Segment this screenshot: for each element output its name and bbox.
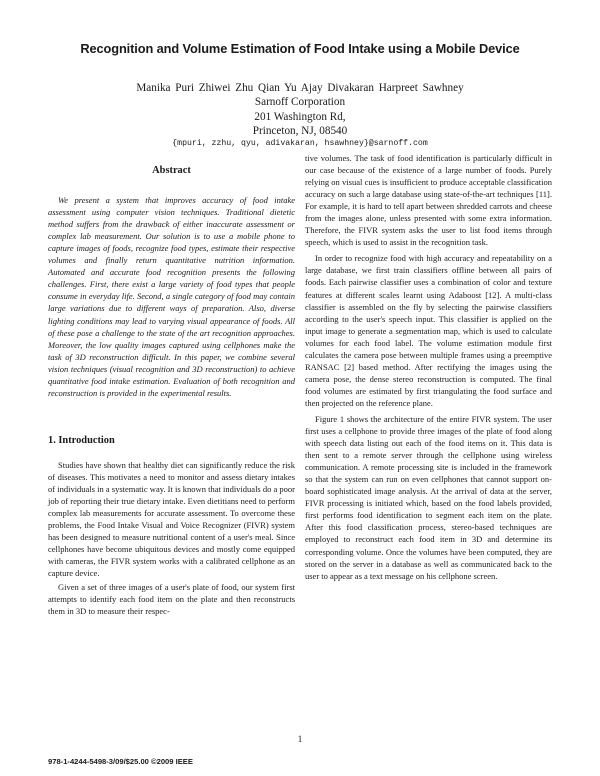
intro-paragraph: Figure 1 shows the architecture of the entire FIVR system. The user first uses a cellphone to provide three images of the plate of food along with speech data listing out each of the food items on it. This data is then sent to a remote server through the cellphone using wireless communication. A remote processing site is included in the framework so that the system can run on even cellphones that cannot support on-board sophisticated image analysis. At the arrival of data at the server, FIVR processing is initiated which, based on the food labels provided, first performs food identification to segment each item on the plate. After this food classification process, stereo-based techniques are employed to reconstruct each food item in 3D and determine its corresponding volume. Once the volumes have been computed, they are stored on the server in a database as well as communicated back to the user to appear as a text message on his cellphone screen. <box>305 413 552 581</box>
section-heading-introduction: 1. Introduction <box>48 434 115 446</box>
author-emails: {mpuri, zzhu, qyu, adivakaran, hsawhney}@sarnoff.com <box>172 139 428 148</box>
abstract-heading: Abstract <box>152 165 191 176</box>
affiliation-line: Princeton, NJ, 08540 <box>252 125 348 138</box>
affiliation-line: Sarnoff Corporation <box>254 96 346 108</box>
page-number: 1 <box>297 734 303 744</box>
copyright-footer: 978-1-4244-5498-3/09/$25.00 ©2009 IEEE <box>48 757 193 766</box>
affiliation-line: 201 Washington Rd, <box>254 110 346 123</box>
left-column <box>48 160 295 620</box>
intro-paragraph: Given a set of three images of a user's plate of food, our system first attempts to identify each food item on the plate and then reconstructs them in 3D to measure their respec- <box>48 582 295 617</box>
abstract-text: We present a system that improves accuracy of food intake assessment using computer vision techniques. Traditional dietetic method suffers from the drawback of either inaccurate assessment or complex lab measurement. Our solution is to use a mobile phone to capture images of foods, recognize food types, estimate their respective volumes and finally return quantitative nutrition information. Automated and accurate food recognition presents the following challenges. First, there exist a large variety of food types that people consume in everyday life. Second, a single category of food may contain large variations due to different ways of preparation. Also, diverse lighting conditions may lead to varying visual appearance of foods. All of these pose a challenge to the state of the art recognition approaches. Moreover, the low quality images captured using cellphones make the task of 3D reconstruction difficult. In this paper, we combine several vision techniques (visual recognition and 3D reconstruction) to achieve quantitative food intake estimation. Evaluation of both recognition and reconstruction is provided in the experimental results. <box>48 195 295 398</box>
right-column <box>305 152 552 582</box>
intro-paragraph: Studies have shown that healthy diet can significantly reduce the risk of diseases. This motivates a need to monitor and assess dietary intakes of individuals in a systematic way. It is known that individuals do a poor job of reporting their true dietary intake. Even dietitians need to perform complex lab measurements for accurate assessment. To overcome these problems, the Food Intake Visual and Voice Recognizer (FIVR) system has been designed to measure nutritional content of a user's meal. Since cellphones have become ubiquitous devices and mostly come equipped with cameras, the FIVR system works with a calibrated cellphone as an capture device. <box>48 459 295 579</box>
intro-paragraph: In order to recognize food with high accuracy and repeatability on a large database, we first train classifiers offline between all pairs of foods. Each pairwise classifier uses a combination of color and texture features at different scales learnt using Adaboost [12]. A multi-class classifier is assembled on the fly by selecting the pairwise classifiers according to the user's speech input. This classifier is applied on the input image to generate a segmentation map, which is used to calculate volumes for each food label. The volume estimation module first calculates the camera pose between multiple frames using a preemptive RANSAC [2] based method. After rectifying the images using the camera pose, the dense stereo reconstruction is computed. The final food volumes are estimated by first triangulating the food surface and then projected on the reference plane. <box>305 253 552 408</box>
author-list: Manika Puri Zhiwei Zhu Qian Yu Ajay Divakaran Harpreet Sawhney <box>136 82 464 94</box>
paper-title: Recognition and Volume Estimation of Food Intake using a Mobile Device <box>80 41 520 56</box>
intro-paragraph-continued: tive volumes. The task of food identification is particularly difficult in our case because of the existence of a large number of foods. Purely relying on visual cues is insufficient to produce acceptable classification accuracy on such a large database using state-of-the-art techniques [11]. For example, it is hard to tell apart between shredded carrots and cheese from the images alone, unless presented with some extra information. Therefore, the FIVR system asks the user to list food items through speech, which is used to assist in the recognition task. <box>305 153 552 248</box>
